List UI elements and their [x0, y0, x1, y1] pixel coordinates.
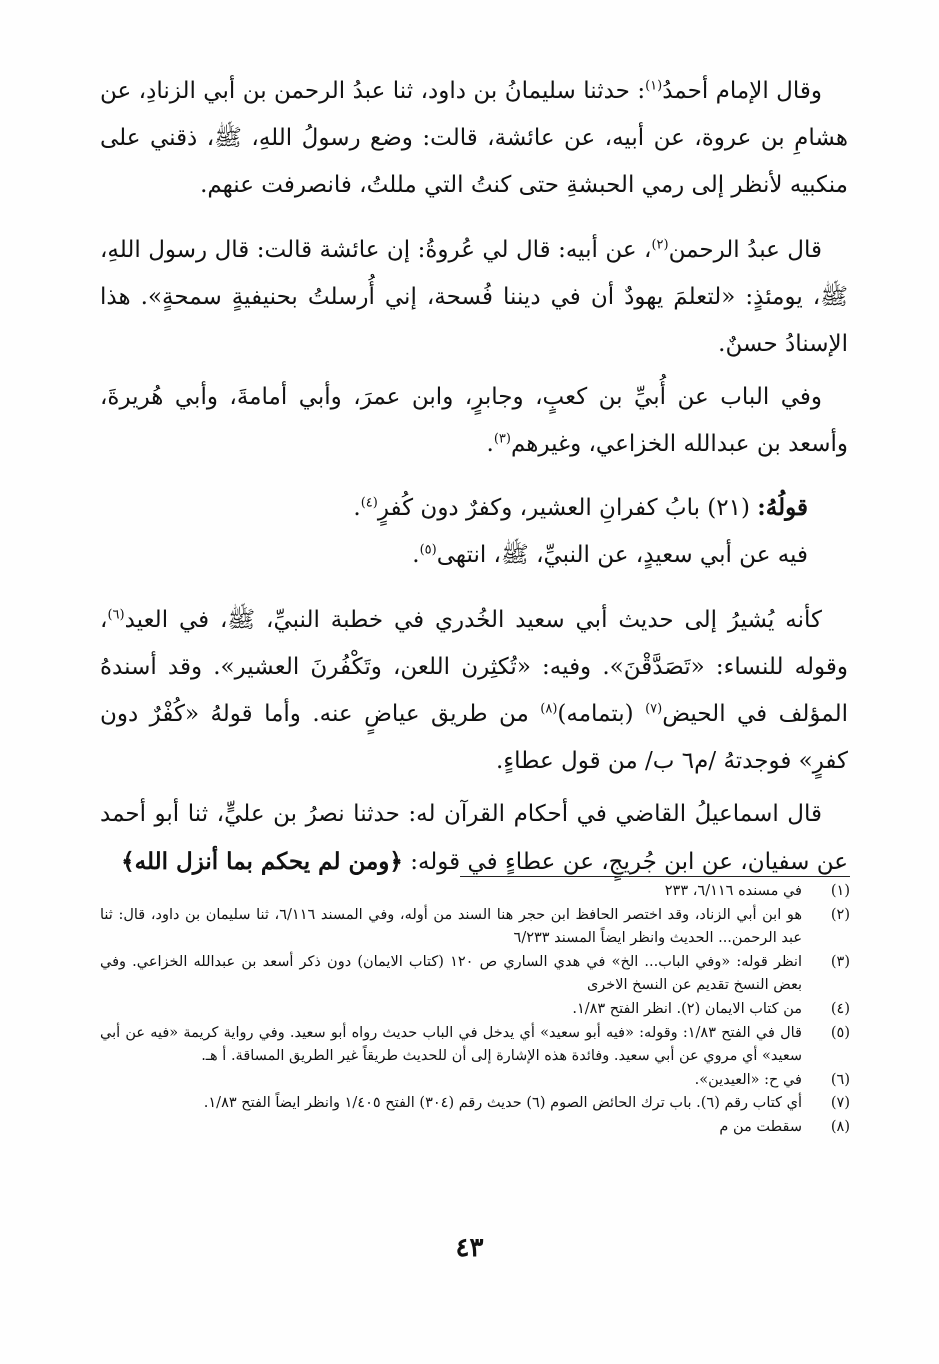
paragraph-6 — [100, 597, 848, 785]
footnote — [100, 998, 850, 1022]
text-run: (بتمامه) — [557, 701, 646, 727]
main-text — [100, 68, 848, 886]
text-run: ، عن أبيه: قال لي عُروةُ: إن عائشة قالت: قال رسول اللهِ، ﷺ، يومئذٍ: «لتعلمَ يهودٌ أن في ديننا فُسحة، إني أُرسلتُ بحنيفيةٍ سمحةٍ». هذا الإسنادُ حسنٌ. — [100, 237, 848, 357]
footnote — [100, 904, 850, 951]
text-run: : حدثنا سليمانُ بن داود، ثنا عبدُ الرحمن بن أبي الزنادِ، عن هشامِ بن عروة، عن أبيه، عن عائشة، قالت: وضع رسولُ اللهِ، ﷺ، ذقني على منكبيه لأنظر إلى رمي الحبشةِ حتى كنتُ التي مللتُ، فانصرفت عنهم. — [100, 78, 848, 198]
footnote — [100, 1069, 850, 1093]
footnote-ref-3: (٣) — [493, 431, 511, 447]
footnote-number: (٤) — [830, 1000, 850, 1017]
footnote-text: قال في الفتح ١/٨٣: وقوله: «فيه أبو سعيد» أي يدخل في الباب حديث رواه أبو سعيد. وفي رواية كريمة «فيه عن أبي سعيد» أي مروي عن أبي سعيد. وفائدة هذه الإشارة إلى أن للحديث طريقاً غير الطريق المساقة. أ هـ. — [100, 1024, 802, 1065]
footnote-text: أي كتاب رقم (٦). باب ترك الحائض الصوم (٦) حديث رقم (٣٠٤) الفتح ١/٤٠٥ وانظر ايضاً الفتح ١/٨٣. — [203, 1095, 802, 1112]
page-number: ٤٣ — [455, 1233, 484, 1263]
text-run: . — [486, 431, 494, 457]
footnote-ref-4: (٤) — [360, 495, 378, 511]
text-run: قال اسماعيلُ القاضي في أحكام القرآن له: حدثنا نصرُ بن عليٍّ، ثنا أبو أحمد عن سفيان، عن ابن جُريجٍ، عن عطاءٍ في قوله: — [100, 801, 848, 875]
text-run: من طريق عياضٍ عنه. وأما قولهُ «كُفْرٌ دون كفرٍ» فوجدتهُ /م٦ ب/ من قول عطاءٍ. — [100, 701, 848, 774]
footnote-ref-8: (٨) — [540, 701, 558, 717]
paragraph-3 — [100, 374, 848, 468]
footnote-ref-5: (٥) — [419, 542, 437, 558]
footnote-number: (٣) — [830, 953, 850, 970]
paragraph-7 — [100, 791, 848, 886]
paragraph-5 — [100, 532, 848, 579]
text-run: ، وقوله للنساء: «تَصَدَّقْنَ». وفيه: «تُكثِرن اللعن، وتَكْفُرنَ العشير». وقد أسندهُ المؤلف في الحيض — [100, 607, 848, 727]
footnotes — [100, 880, 850, 1140]
footnote-number: (٧) — [830, 1095, 850, 1112]
footnote — [100, 880, 850, 904]
text-run: وقال الإمام أحمدُ — [662, 78, 822, 104]
text-run: . — [412, 542, 420, 568]
text-run: قال عبدُ الرحمن — [668, 237, 822, 263]
footnote-number: (٨) — [830, 1118, 850, 1135]
footnote — [100, 951, 850, 998]
paragraph-1 — [100, 68, 848, 209]
footnote-number: (٥) — [830, 1024, 850, 1041]
footnote-text: هو ابن أبي الزناد، وقد اختصر الحافظ ابن حجر هنا السند من أوله، وفي المسند ٦/١١٦، ثنا سليمان بن داود، قال: ثنا عبد الرحمن... الحديث وانظر ايضاً المسند ٦/٢٣٣ — [100, 906, 802, 947]
text-run: (٢١) بابُ كفرانِ العشير، وكفرٌ دون كُفرٍ — [377, 495, 758, 521]
footnote-number: (٢) — [830, 906, 850, 923]
text-run: فيه عن أبي سعيدٍ، عن النبيِّ، ﷺ، انتهى — [436, 542, 808, 568]
paragraph-2 — [100, 227, 848, 368]
footnote-number: (١) — [830, 883, 850, 899]
footnote-ref-6: (٦) — [107, 607, 125, 623]
footnote-ref-2: (٢) — [651, 237, 669, 253]
text-run: وفي الباب عن أُبيِّ بن كعبٍ، وجابرٍ، وابن عمرَ، وأبي أمامةَ، وأبي هُريرةَ، وأسعد بن عبدالله الخزاعي، وغيرهم — [100, 384, 848, 457]
footnote-text: سقطت من م — [719, 1118, 802, 1135]
quran-verse: ﴿ومن لم يحكم بما أنزل الله﴾ — [121, 848, 403, 875]
footnote-text: في مسنده ٦/١١٦، ٢٣٣ — [664, 883, 802, 899]
footnote — [100, 1116, 850, 1140]
footnote — [100, 1092, 850, 1116]
chapter-heading — [100, 484, 848, 532]
footnote-divider — [460, 876, 850, 877]
footnote-text: انظر قوله: «وفي الباب... الخ» في هدي الساري ص ١٢٠ (كتاب الايمان) دون ذكر أسعد بن عبدالله الخزاعي. وفي بعض النسخ تقديم عن النسخ الاخرى — [100, 953, 802, 994]
footnote-number: (٦) — [830, 1071, 850, 1088]
footnote — [100, 1022, 850, 1069]
text-run: كأنه يُشيرُ إلى حديث أبي سعيد الخُدري في خطبة النبيِّ، ﷺ، في العيد — [124, 607, 822, 633]
footnote-text: في ح: «العيدين». — [694, 1071, 802, 1088]
footnote-ref-7: (٧) — [645, 701, 663, 717]
text-run: . — [353, 495, 361, 521]
footnote-text: من كتاب الايمان (٢). انظر الفتح ١/٨٣. — [572, 1000, 802, 1017]
footnote-ref-1: (١) — [645, 78, 663, 94]
heading-label: قولُهُ: — [757, 494, 808, 521]
